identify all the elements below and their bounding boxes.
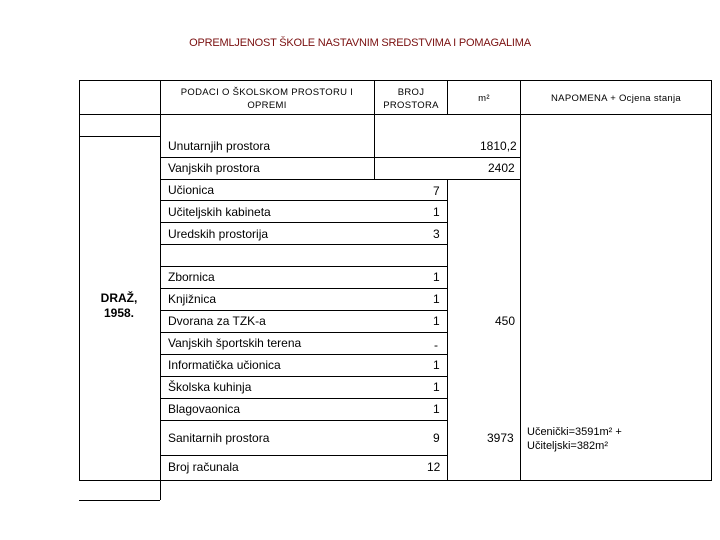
header-spaces-line2: OPREMI <box>247 100 287 111</box>
row-divider <box>160 179 520 180</box>
column-divider <box>160 80 161 500</box>
note-line1: Učenički=3591m² + <box>527 426 622 438</box>
count-value: 1 <box>433 380 440 394</box>
row-divider <box>160 455 447 456</box>
column-divider <box>374 80 375 180</box>
count-value: 1 <box>433 205 440 219</box>
row-divider <box>160 332 447 333</box>
row-label: Učionica <box>168 183 215 197</box>
row-divider <box>160 200 447 201</box>
row-divider <box>160 266 447 267</box>
count-value: 1 <box>433 402 440 416</box>
header-note: NAPOMENA + Ocjena stanja <box>551 93 681 104</box>
note-line2: Učiteljski=382m² <box>527 440 608 452</box>
row-divider <box>160 354 447 355</box>
school-name-line2: 1958. <box>103 306 135 320</box>
row-label: Učiteljskih kabineta <box>168 205 271 219</box>
row-label: Vanjskih prostora <box>168 161 260 175</box>
count-value: 1 <box>433 292 440 306</box>
row-divider <box>160 244 447 245</box>
row-divider <box>160 420 447 421</box>
header-spaces <box>162 86 372 112</box>
column-divider <box>447 179 448 481</box>
row-label: Knjižnica <box>168 292 217 306</box>
row-label: Uredskih prostorija <box>168 227 269 241</box>
header-count-line1: BROJ <box>397 87 425 98</box>
area-value: 3973 <box>487 431 514 445</box>
row-label: Broj računala <box>168 460 239 474</box>
row-divider <box>160 310 447 311</box>
count-value: 12 <box>427 460 441 474</box>
column-divider <box>520 80 521 481</box>
row-divider <box>160 222 447 223</box>
row-label: Sanitarnih prostora <box>168 431 270 445</box>
header-count <box>376 86 446 112</box>
header-area: m² <box>478 93 490 104</box>
row-divider <box>79 500 160 501</box>
row-label: Vanjskih športskih terena <box>168 336 302 350</box>
area-value: 450 <box>495 314 516 328</box>
row-divider <box>160 288 447 289</box>
row-divider <box>79 114 712 115</box>
row-divider <box>160 398 447 399</box>
row-label: Zbornica <box>168 270 215 284</box>
row-label: Školska kuhinja <box>168 380 252 394</box>
count-value: 3 <box>433 227 440 241</box>
total-value: 2402 <box>488 161 515 175</box>
row-label: Dvorana za TZK-a <box>168 314 266 328</box>
count-value: 9 <box>433 431 440 445</box>
count-value: 7 <box>433 184 440 198</box>
count-value: 1 <box>433 358 440 372</box>
school-name <box>86 291 152 321</box>
total-value: 1810,2 <box>480 139 517 153</box>
header-count-line2: PROSTORA <box>383 100 439 111</box>
row-divider <box>160 157 520 158</box>
row-label: Blagovaonica <box>168 402 241 416</box>
count-value: 1 <box>433 270 440 284</box>
row-label: Unutarnjih prostora <box>168 139 271 153</box>
count-value: - <box>434 338 438 352</box>
header-spaces-line1: PODACI O ŠKOLSKOM PROSTORU I <box>180 87 354 98</box>
row-divider <box>79 136 160 137</box>
school-name-line1: DRAŽ, <box>100 291 138 305</box>
row-divider <box>160 376 447 377</box>
count-value: 1 <box>433 314 440 328</box>
row-label: Informatička učionica <box>168 358 281 372</box>
page-title: OPREMLJENOST ŠKOLE NASTAVNIM SREDSTVIMA I POMAGALIMA <box>189 37 531 49</box>
column-divider <box>447 80 448 115</box>
note-text <box>527 425 622 453</box>
